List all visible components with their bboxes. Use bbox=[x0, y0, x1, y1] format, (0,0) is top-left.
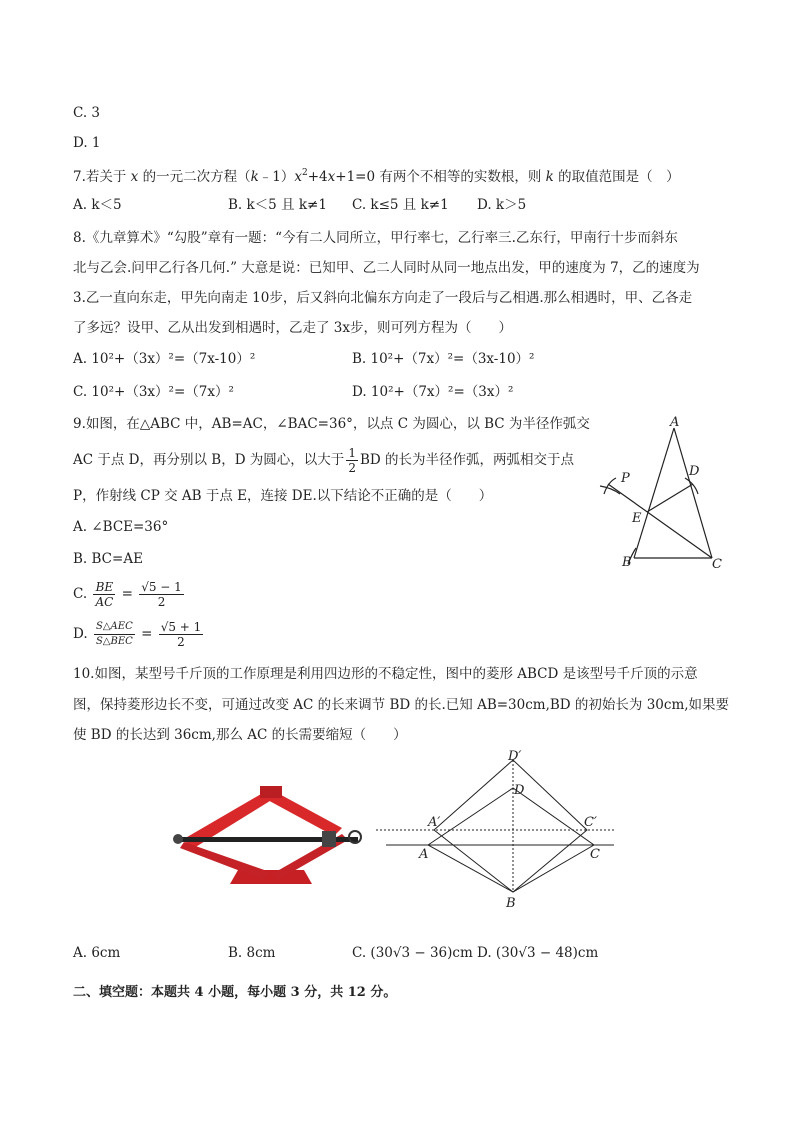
q7-option-b: B. k＜5 且 k≠1 bbox=[228, 197, 327, 213]
svg-text:A: A bbox=[419, 847, 429, 862]
q9-line-3: P，作射线 CP 交 AB 于点 E，连接 DE.以下结论不正确的是（ ） bbox=[73, 488, 493, 504]
q8-option-a: A. 10²+（3x）²=（7x-10）² bbox=[73, 351, 256, 367]
svg-text:D: D bbox=[514, 783, 525, 798]
q10-option-b: B. 8cm bbox=[228, 945, 276, 961]
q10-option-a: A. 6cm bbox=[73, 945, 121, 961]
q8-option-d: D. 10²+（7x）²=（3x）² bbox=[352, 384, 514, 400]
q10-line-3: 使 BD 的长达到 36cm,那么 AC 的长需要缩短（ ） bbox=[73, 727, 407, 743]
q8-option-c: C. 10²+（3x）²=（7x）² bbox=[73, 384, 234, 400]
q10-option-d: D. (30√3 − 48)cm bbox=[477, 945, 599, 961]
q9-option-d: D. $\frac{\text{S△AEC}}{\text{S△BEC}}$ = $\frac{√5 + 1}{2}$ bbox=[73, 620, 202, 649]
q8-line-4: 了多远？设甲、乙从出发到相遇时，乙走了 3x步，则可列方程为（ ） bbox=[73, 320, 512, 336]
svg-text:E: E bbox=[632, 511, 642, 526]
svg-text:C′: C′ bbox=[584, 815, 597, 830]
q9-triangle-figure bbox=[590, 412, 730, 577]
section-heading: 二、填空题：本题共 4 小题，每小题 3 分，共 12 分。 bbox=[73, 985, 397, 1000]
q6-option-d: D. 1 bbox=[73, 135, 101, 151]
q7-option-d: D. k＞5 bbox=[477, 197, 527, 213]
q9-option-b: B. BC=AE bbox=[73, 551, 143, 567]
q8-option-b: B. 10²+（7x）²=（3x-10）² bbox=[352, 351, 535, 367]
q9-line-1: 9.如图，在△ABC 中，AB=AC，∠BAC=36°，以点 C 为圆心，以 BC 为半径作弧交 bbox=[73, 416, 590, 432]
q10-line-1: 10.如图，某型号千斤顶的工作原理是利用四边形的不稳定性，图中的菱形 ABCD 是该型号千斤顶的示意 bbox=[73, 666, 698, 682]
svg-text:D: D bbox=[689, 464, 700, 479]
q9-option-a: A. ∠BCE=36° bbox=[73, 519, 169, 535]
q7-option-c: C. k≤5 且 k≠1 bbox=[352, 197, 449, 213]
q8-line-2: 北与乙会.问甲乙行各几何.” 大意是说：已知甲、乙二人同时从同一地点出发，甲的速度为 7，乙的速度为 bbox=[73, 260, 700, 276]
q6-option-c: C. 3 bbox=[73, 105, 101, 121]
q8-line-1: 8.《九章算术》“勾股”章有一题：“今有二人同所立，甲行率七，乙行率三.乙东行，甲南行十步而斜东 bbox=[73, 230, 678, 246]
q9-line-2: AC 于点 D，再分别以 B，D 为圆心，以大于 $\frac{1}{2}$ BD 的长为半径作弧，两弧相交于点 bbox=[73, 446, 574, 475]
q10-line-2: 图，保持菱形边长不变，可通过改变 AC 的长来调节 BD 的长.已知 AB=30cm,BD 的初始长为 30cm,如果要 bbox=[73, 697, 730, 713]
svg-text:C: C bbox=[712, 557, 722, 572]
q10-rhombus-figure bbox=[372, 748, 622, 910]
svg-text:P: P bbox=[621, 471, 630, 486]
svg-text:D′: D′ bbox=[508, 749, 522, 764]
svg-text:B: B bbox=[622, 555, 632, 570]
svg-text:C: C bbox=[590, 847, 600, 862]
svg-text:A: A bbox=[670, 415, 680, 430]
car-jack-image bbox=[172, 782, 368, 888]
fraction-one-half: $\frac{1}{2}$ bbox=[348, 446, 356, 475]
svg-text:A′: A′ bbox=[428, 815, 441, 830]
q7-stem: 7.若关于 x 的一元二次方程$(k﹣1)x^2+4x+1=0$ 有两个不相等的实数根，则 k 的取值范围是（ ） bbox=[73, 168, 680, 185]
q7-option-a: A. k＜5 bbox=[73, 197, 122, 213]
q10-option-c: C. (30√3 − 36)cm bbox=[352, 945, 473, 961]
q8-line-3: 3.乙一直向东走，甲先向南走 10步，后又斜向北偏东方向走了一段后与乙相遇.那么相遇时，甲、乙各走 bbox=[73, 290, 693, 306]
q9-option-c: C. $\frac{BE}{AC}$ = $\frac{√5 - 1}{2}$ bbox=[73, 580, 182, 609]
svg-text:B: B bbox=[506, 896, 516, 910]
